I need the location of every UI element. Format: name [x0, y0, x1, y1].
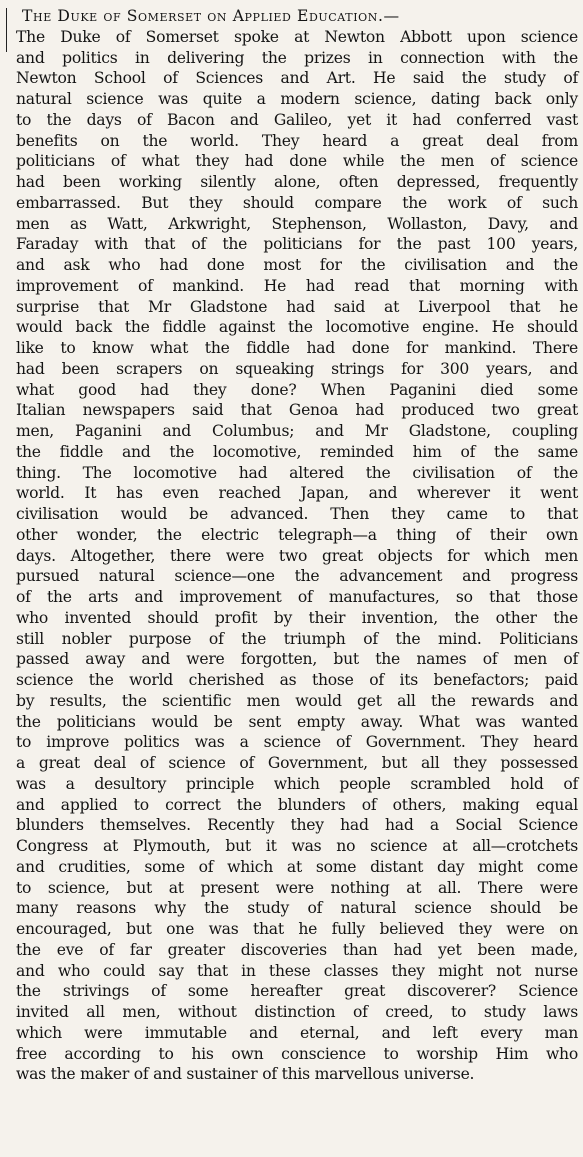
article-line: blunders themselves. Recently they had had a Social Science: [16, 816, 578, 835]
article-line: men as Watt, Arkwright, Stephenson, Wollaston, Davy, and: [16, 214, 578, 233]
article-line: Congress at Plymouth, but it was no science at all—crotchets: [16, 837, 578, 855]
article-line: natural science was quite a modern science, dating back only: [16, 90, 578, 108]
article-line: had been working silently alone, often depressed, frequently: [16, 173, 578, 191]
column-rule: [6, 8, 7, 52]
article-line: was a desultory principle which people scrambled hold of: [16, 774, 578, 793]
article-line: invited all men, without distinction of creed, to study laws: [16, 1003, 578, 1021]
article-line: would back the fiddle against the locomotive engine. He should: [16, 318, 578, 337]
article-line: to science, but at present were nothing at all. There were: [16, 878, 578, 897]
article-line: which were immutable and eternal, and left every man: [16, 1023, 578, 1042]
article-line: a great deal of science of Government, but all they possessed: [16, 754, 578, 772]
article-line: thing. The locomotive had altered the civilisation of the: [16, 463, 578, 482]
article-line: what good had they done? When Paganini died some: [16, 380, 578, 399]
article-line: the strivings of some hereafter great discoverer? Science: [16, 982, 578, 1001]
article-line: was the maker of and sustainer of this marvellous universe.: [16, 1065, 475, 1084]
article-line: the eve of far greater discoveries than had yet been made,: [16, 940, 578, 959]
article-headline: The Duke of Somerset on Applied Education.—: [22, 7, 400, 25]
article-line: improvement of mankind. He had read that morning with: [16, 276, 578, 295]
article-line: other wonder, the electric telegraph—a thing of their own: [16, 525, 578, 544]
article-line: men, Paganini and Columbus; and Mr Gladstone, coupling: [16, 422, 578, 440]
article-line: free according to his own conscience to worship Him who: [16, 1044, 578, 1063]
article-line: Italian newspapers said that Genoa had produced two great: [16, 401, 578, 420]
article-line: and crudities, some of which at some distant day might come: [16, 857, 578, 876]
article-line: civilisation would be advanced. Then they came to that: [16, 505, 578, 523]
article-line: to improve politics was a science of Government. They heard: [16, 733, 578, 752]
article-line: passed away and were forgotten, but the names of men of: [16, 650, 578, 669]
article-line: who invented should profit by their invention, the other the: [16, 608, 578, 627]
article-line: and applied to correct the blunders of others, making equal: [16, 795, 578, 814]
article-line: surprise that Mr Gladstone had said at Liverpool that he: [16, 297, 578, 316]
article-line: embarrassed. But they should compare the work of such: [16, 193, 578, 212]
article-line: many reasons why the study of natural science should be: [16, 899, 578, 918]
article: [16, 6, 578, 1085]
article-line: science the world cherished as those of its benefactors; paid: [16, 671, 578, 689]
article-line: The Duke of Somerset spoke at Newton Abbott upon science: [16, 27, 578, 46]
article-line: had been scrapers on squeaking strings for 300 years, and: [16, 359, 578, 378]
article-line: to the days of Bacon and Galileo, yet it had conferred vast: [16, 110, 578, 129]
article-line: by results, the scientific men would get all the rewards and: [16, 691, 578, 710]
article-line: pursued natural science—one the advancement and progress: [16, 567, 578, 586]
article-line: and who could say that in these classes they might not nurse: [16, 961, 578, 980]
article-line: of the arts and improvement of manufactures, so that those: [16, 588, 578, 606]
article-line: and politics in delivering the prizes in connection with the: [16, 48, 578, 67]
article-line: like to know what the fiddle had done for mankind. There: [16, 339, 578, 357]
article-line: world. It has even reached Japan, and wherever it went: [16, 484, 578, 503]
article-line: Faraday with that of the politicians for the past 100 years,: [16, 235, 578, 254]
article-line: still nobler purpose of the triumph of the mind. Politicians: [16, 629, 578, 648]
article-line: encouraged, but one was that he fully believed they were on: [16, 920, 578, 938]
article-line: benefits on the world. They heard a great deal from: [16, 131, 578, 150]
article-line: days. Altogether, there were two great objects for which men: [16, 546, 578, 565]
article-line: the politicians would be sent empty away. What was wanted: [16, 712, 578, 731]
article-line: and ask who had done most for the civilisation and the: [16, 256, 578, 274]
article-line: Newton School of Sciences and Art. He said the study of: [16, 69, 578, 88]
article-line: politicians of what they had done while the men of science: [16, 152, 578, 171]
article-line: the fiddle and the locomotive, reminded him of the same: [16, 442, 578, 461]
